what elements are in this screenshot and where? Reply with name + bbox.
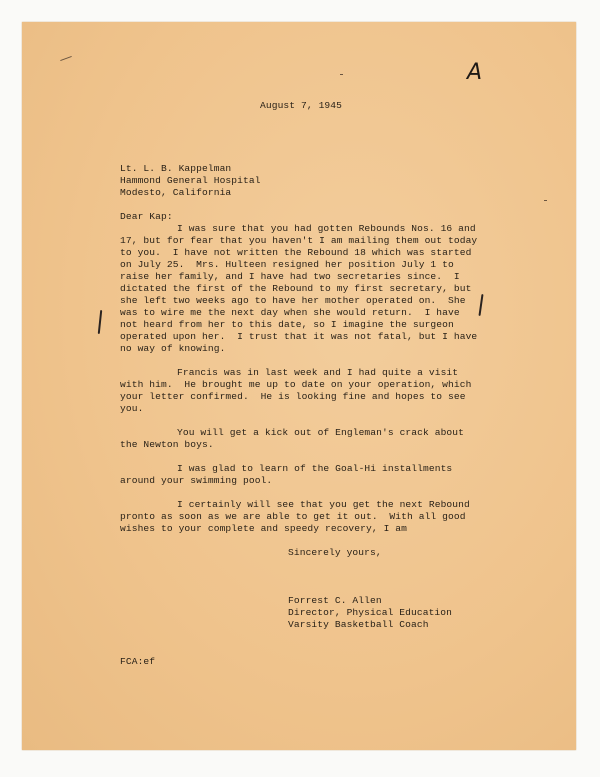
paragraph-line: Francis was in last week and I had quite a visit bbox=[177, 367, 459, 378]
paragraph-line: I certainly will see that you get the next Rebound bbox=[177, 499, 470, 510]
signer-role: Varsity Basketball Coach bbox=[288, 619, 429, 630]
paragraph-line: I was glad to learn of the Goal-Hi installments bbox=[177, 463, 453, 474]
paragraph-line: to you. I have not written the Rebound 18 which was started bbox=[120, 247, 472, 258]
paper-speck bbox=[60, 56, 72, 61]
recipient-institution: Hammond General Hospital bbox=[120, 175, 261, 186]
paragraph-line: operated upon her. I trust that it was not fatal, but I have bbox=[120, 331, 478, 342]
paragraph-line: wishes to your complete and speedy recovery, I am bbox=[120, 523, 408, 534]
paragraph-line: raise her family, and I have had two secretaries since. I bbox=[120, 271, 460, 282]
paragraph-line: the Newton boys. bbox=[120, 439, 214, 450]
paragraph-line: she left two weeks ago to have her mother operated on. She bbox=[120, 295, 466, 306]
paragraph-line: you. bbox=[120, 403, 144, 414]
paragraph-line: not heard from her to this date, so I imagine the surgeon bbox=[120, 319, 454, 330]
paragraph-line: with him. He brought me up to date on your operation, which bbox=[120, 379, 472, 390]
margin-mark-right bbox=[478, 294, 483, 316]
salutation: Dear Kap: bbox=[120, 211, 173, 222]
paragraph-line: dictated the first of the Rebound to my first secretary, but bbox=[120, 283, 472, 294]
paper-speck bbox=[340, 74, 343, 75]
paper-speck bbox=[544, 200, 547, 201]
paragraph-line: You will get a kick out of Engleman's crack about bbox=[177, 427, 465, 438]
paragraph-line: on July 25. Mrs. Hulteen resigned her position July 1 to bbox=[120, 259, 454, 270]
paragraph-line: 17, but for fear that you haven't I am mailing them out today bbox=[120, 235, 478, 246]
paragraph-line: your letter confirmed. He is looking fine and hopes to see bbox=[120, 391, 466, 402]
paragraph-line: I was sure that you had gotten Rebounds Nos. 16 and bbox=[177, 223, 476, 234]
margin-mark-left bbox=[98, 310, 102, 334]
signer-title: Director, Physical Education bbox=[288, 607, 453, 618]
typist-initials: FCA:ef bbox=[120, 656, 156, 667]
letter-date: August 7, 1945 bbox=[260, 100, 343, 111]
signer-name: Forrest C. Allen bbox=[288, 595, 382, 606]
paragraph-line: pronto as soon as we are able to get it out. With all good bbox=[120, 511, 466, 522]
closing: Sincerely yours, bbox=[288, 547, 382, 558]
recipient-name: Lt. L. B. Kappelman bbox=[120, 163, 232, 174]
handwritten-corner-mark: A bbox=[467, 60, 483, 85]
paragraph-line: no way of knowing. bbox=[120, 343, 226, 354]
recipient-location: Modesto, California bbox=[120, 187, 232, 198]
paragraph-line: around your swimming pool. bbox=[120, 475, 273, 486]
letter-page bbox=[22, 22, 576, 750]
paragraph-line: was to wire me the next day when she would return. I have bbox=[120, 307, 460, 318]
